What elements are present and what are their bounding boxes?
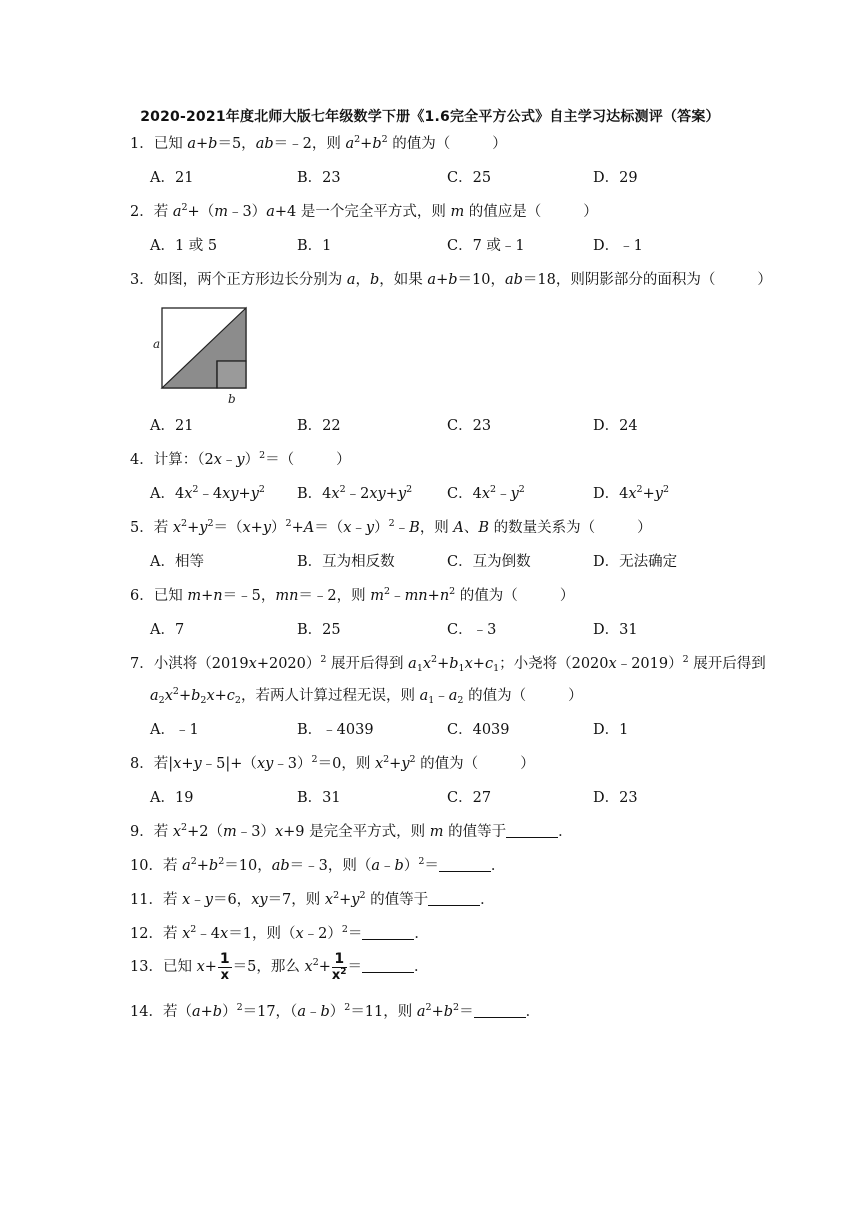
question-9: 9．若 $x^2+2(m﹣3)x+9$ 是完全平方式，则 m 的值等于 ． (130, 822, 573, 840)
option-c[interactable]: C．23 (447, 418, 492, 434)
question-12: 12．若 $x^2﹣4x=1$，则（x﹣2）$^2$＝ ． (130, 924, 429, 942)
question-7-line-1: 7．小淇将$(2019x+2020)^2$ 展开后得到 $a_1x^2+b_1x+c_1$；小尧将（2020x﹣2019）$^2$ 展开后得到 (130, 654, 766, 674)
option-b[interactable]: B．31 (297, 790, 341, 806)
answer-blank[interactable] (506, 823, 558, 838)
option-a[interactable]: A．21 (150, 170, 194, 186)
question-4: 4．计算：（2x﹣y）$^2$＝（ ） (130, 450, 351, 468)
question-7-options (150, 720, 740, 740)
two-squares-figure (150, 305, 250, 405)
figure-svg (150, 305, 250, 405)
option-b[interactable]: B．互为相反数 (297, 554, 395, 570)
question-5: 5．若 $x^2+y^2=(x+y)^2+A=(x﹣y)^2﹣B$，则 A、B 的数量关系为（ ） (130, 518, 652, 536)
option-d[interactable]: D．24 (593, 418, 638, 434)
option-d[interactable]: D．31 (593, 622, 638, 638)
option-b[interactable]: B．﹣4039 (297, 722, 374, 738)
fraction-1-over-x: $\frac{1}{x}$ (219, 950, 230, 983)
option-b[interactable]: B．25 (297, 622, 341, 638)
option-d[interactable]: D．﹣1 (593, 238, 643, 254)
option-b[interactable]: B．22 (297, 418, 341, 434)
option-b[interactable]: B．$4x^2﹣2xy+y^2$ (297, 484, 413, 502)
option-a[interactable]: A．1 或 5 (150, 238, 218, 254)
option-a[interactable]: A．$4x^2﹣4xy+y^2$ (150, 484, 265, 502)
option-c[interactable]: C．$4x^2﹣y^2$ (447, 484, 525, 502)
option-a[interactable]: A．相等 (150, 554, 204, 570)
question-3: 3．如图，两个正方形边长分别为 a，b，如果 a+b＝10，ab＝18，则阴影部分的面积为（ ） (130, 272, 772, 288)
question-5-options (150, 552, 740, 572)
option-d[interactable]: D．29 (593, 170, 638, 186)
question-3-options (150, 416, 740, 436)
option-a[interactable]: A．21 (150, 418, 194, 434)
option-a[interactable]: A．﹣1 (150, 722, 199, 738)
question-7-line-2: $a_2x^2+b_2x+c_2$，若两人计算过程无误，则 $a_1﹣a_2$ 的值为（ ） (150, 686, 583, 706)
label-a: a (153, 337, 161, 351)
option-a[interactable]: A．19 (150, 790, 194, 806)
option-c[interactable]: C．25 (447, 170, 492, 186)
option-c[interactable]: C．﹣3 (447, 622, 497, 638)
option-c[interactable]: C．互为倒数 (447, 554, 531, 570)
option-b[interactable]: B．1 (297, 238, 332, 254)
label-b: b (228, 392, 236, 405)
question-2: 2．若 $a^2+(m﹣3)a+4$ 是一个完全平方式，则 m 的值应是（ ） (130, 202, 598, 220)
answer-blank[interactable] (362, 925, 414, 940)
question-1-options (150, 168, 740, 188)
option-c[interactable]: C．27 (447, 790, 492, 806)
question-8-options (150, 788, 740, 808)
question-8: 8．若|x+y﹣5|+（xy﹣3）$^2$＝0，则 $x^2+y^2$ 的值为（ ） (130, 754, 535, 772)
question-13: 13．已知 x+ $\frac{1}{x}$ ＝5，那么 $x^2+$ $\frac{1}{x^2}$ ＝ ． (130, 950, 429, 983)
question-6: 6．已知 m+n＝﹣5，mn＝﹣2，则 $m^2﹣mn+n^2$ 的值为（ ） (130, 586, 575, 604)
question-10: 10．若 $a^2+b^2=10$，ab＝﹣3，则（a﹣b）$^2$＝ ． (130, 856, 506, 874)
question-6-options (150, 620, 740, 640)
option-d[interactable]: D．无法确定 (593, 554, 678, 570)
document-title: 2020-2021年度北师大版七年级数学下册《1.6完全平方公式》自主学习达标测评（答案） (140, 109, 720, 125)
question-11: 11．若 x﹣y＝6，xy＝7，则 $x^2+y^2$ 的值等于 ． (130, 890, 495, 908)
option-d[interactable]: D．23 (593, 790, 638, 806)
option-d[interactable]: D．$4x^2+y^2$ (593, 484, 669, 502)
option-c[interactable]: C．7 或﹣1 (447, 238, 525, 254)
question-2-options (150, 236, 740, 256)
answer-blank[interactable] (439, 857, 491, 872)
question-4-options (150, 484, 740, 504)
answer-blank[interactable] (474, 1003, 526, 1018)
question-14: 14．若$(a+b)^2=17$，（a﹣b）$^2$＝11，则 $a^2+b^2=$ ． (130, 1002, 541, 1020)
option-a[interactable]: A．7 (150, 622, 185, 638)
question-1: 1．已知 a+b＝5，ab＝﹣2，则 $a^2+b^2$ 的值为（ ） (130, 134, 507, 152)
answer-blank[interactable] (362, 958, 414, 973)
fraction-1-over-x-squared: $\frac{1}{x^2}$ (331, 950, 347, 983)
answer-blank[interactable] (428, 891, 480, 906)
option-b[interactable]: B．23 (297, 170, 341, 186)
option-d[interactable]: D．1 (593, 722, 629, 738)
option-c[interactable]: C．4039 (447, 722, 510, 738)
